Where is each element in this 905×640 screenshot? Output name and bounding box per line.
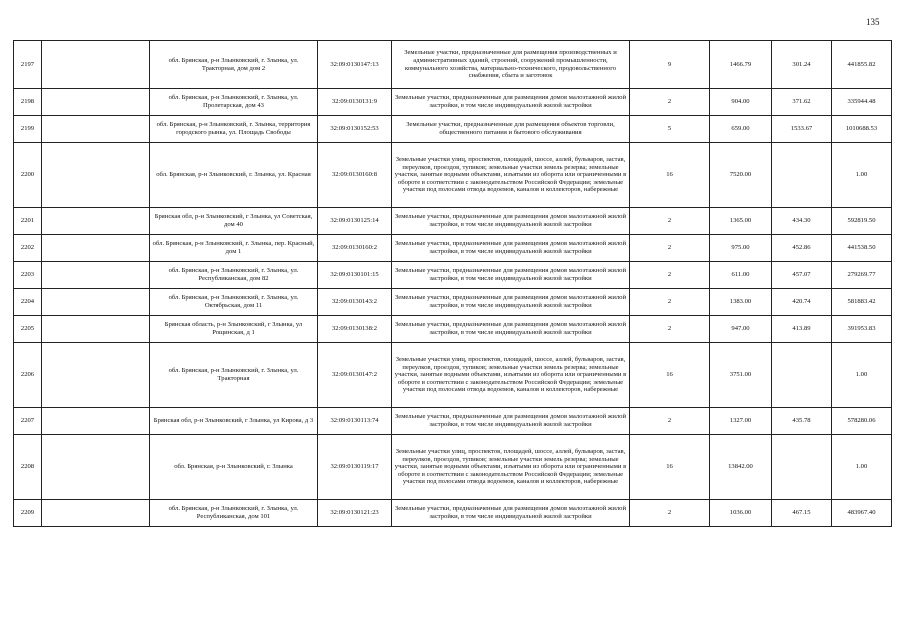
empty-cell [42, 41, 150, 89]
row-number: 2197 [14, 41, 42, 89]
cadastral-number-cell: 32:09:0130143:2 [318, 289, 392, 316]
use-code-cell: 16 [630, 435, 710, 500]
use-code-cell: 2 [630, 316, 710, 343]
table-row [14, 235, 892, 262]
row-number: 2209 [14, 500, 42, 527]
row-number: 2208 [14, 435, 42, 500]
table-row [14, 89, 892, 116]
area-cell: 7520.00 [710, 143, 772, 208]
address-cell: обл. Брянская, р-н Злынковский, г. Злынка, пер. Красный, дом 1 [150, 235, 318, 262]
area-cell: 1036.00 [710, 500, 772, 527]
cadastral-value-cell: 1.00 [832, 143, 892, 208]
table-row [14, 408, 892, 435]
cadastral-value-table [13, 40, 892, 527]
specific-value-cell: 457.07 [772, 262, 832, 289]
land-use-cell: Земельные участки, предназначенные для размещения домов малоэтажной жилой застройки, в том числе индивидуальной жилой застройки [392, 289, 630, 316]
specific-value-cell: 371.62 [772, 89, 832, 116]
row-number: 2203 [14, 262, 42, 289]
cadastral-number-cell: 32:09:0130152:53 [318, 116, 392, 143]
empty-cell [42, 343, 150, 408]
area-cell: 1365.00 [710, 208, 772, 235]
empty-cell [42, 208, 150, 235]
page-number: 135 [866, 17, 880, 27]
table-row [14, 343, 892, 408]
use-code-cell: 16 [630, 143, 710, 208]
cadastral-number-cell: 32:09:0130101:15 [318, 262, 392, 289]
area-cell: 1466.79 [710, 41, 772, 89]
address-cell: обл. Брянская, р-н Злынковский, г. Злынка, ул. Тракторная [150, 343, 318, 408]
cadastral-value-cell: 1.00 [832, 343, 892, 408]
address-cell: обл. Брянская, р-н Злынковский, г. Злынка, ул. Республиканская, дом 82 [150, 262, 318, 289]
cadastral-number-cell: 32:09:0130160:8 [318, 143, 392, 208]
land-use-cell: Земельные участки, предназначенные для размещения домов малоэтажной жилой застройки, в том числе индивидуальной жилой застройки [392, 235, 630, 262]
cadastral-number-cell: 32:09:0130119:17 [318, 435, 392, 500]
table-row [14, 208, 892, 235]
address-cell: обл. Брянская, р-н Злынковский, г. Злынка, ул. Октябрьская, дом 11 [150, 289, 318, 316]
specific-value-cell: 301.24 [772, 41, 832, 89]
land-use-cell: Земельные участки, предназначенные для размещения объектов торговли, общественного питания и бытового обслуживания [392, 116, 630, 143]
row-number: 2202 [14, 235, 42, 262]
row-number: 2201 [14, 208, 42, 235]
area-cell: 1327.00 [710, 408, 772, 435]
empty-cell [42, 408, 150, 435]
table-row [14, 289, 892, 316]
row-number: 2198 [14, 89, 42, 116]
area-cell: 13842.00 [710, 435, 772, 500]
land-use-cell: Земельные участки улиц, проспектов, площадей, шоссе, аллей, бульваров, застав, переулков, проездов, тупиков; земельные участки земель резерва; земельные участки, занятые водными объектами, изъятыми из оборота или ограниченными в обороте в соответствии с законодательством Российской Федерации; земельные участки под полосами отвода водоемов, каналов и коллекторов, набережные [392, 343, 630, 408]
row-number: 2200 [14, 143, 42, 208]
cadastral-number-cell: 32:09:0130160:2 [318, 235, 392, 262]
land-use-cell: Земельные участки улиц, проспектов, площадей, шоссе, аллей, бульваров, застав, переулков, проездов, тупиков; земельные участки земель резерва; земельные участки, занятые водными объектами, изъятыми из оборота или ограниченными в обороте в соответствии с законодательством Российской Федерации; земельные участки под полосами отвода водоемов, каналов и коллекторов, набережные [392, 143, 630, 208]
land-use-cell: Земельные участки, предназначенные для размещения домов малоэтажной жилой застройки, в том числе индивидуальной жилой застройки [392, 262, 630, 289]
use-code-cell: 2 [630, 289, 710, 316]
empty-cell [42, 143, 150, 208]
cadastral-value-cell: 441855.82 [832, 41, 892, 89]
cadastral-number-cell: 32:09:0130131:9 [318, 89, 392, 116]
specific-value-cell: 434.30 [772, 208, 832, 235]
address-cell: обл. Брянская, р-н Злынковский, г. Злынка, ул. Красная [150, 143, 318, 208]
area-cell: 947.00 [710, 316, 772, 343]
specific-value-cell [772, 143, 832, 208]
empty-cell [42, 262, 150, 289]
use-code-cell: 2 [630, 500, 710, 527]
table-row [14, 435, 892, 500]
row-number: 2199 [14, 116, 42, 143]
use-code-cell: 9 [630, 41, 710, 89]
table-row [14, 143, 892, 208]
cadastral-value-cell: 581883.42 [832, 289, 892, 316]
row-number: 2204 [14, 289, 42, 316]
empty-cell [42, 289, 150, 316]
specific-value-cell: 435.78 [772, 408, 832, 435]
table-row [14, 316, 892, 343]
address-cell: обл. Брянская, р-н Злынковский, г. Злынка [150, 435, 318, 500]
specific-value-cell: 452.86 [772, 235, 832, 262]
empty-cell [42, 316, 150, 343]
land-use-cell: Земельные участки улиц, проспектов, площадей, шоссе, аллей, бульваров, застав, переулков, проездов, тупиков; земельные участки земель резерва; земельные участки, занятые водными объектами, изъятыми из оборота или ограниченными в обороте в соответствии с законодательством Российской Федерации; земельные участки под полосами отвода водоемов, каналов и коллекторов, набережные [392, 435, 630, 500]
empty-cell [42, 235, 150, 262]
land-use-cell: Земельные участки, предназначенные для размещения домов малоэтажной жилой застройки, в том числе индивидуальной жилой застройки [392, 89, 630, 116]
cadastral-number-cell: 32:09:0130147:2 [318, 343, 392, 408]
cadastral-number-cell: 32:09:0130138:2 [318, 316, 392, 343]
area-cell: 3751.00 [710, 343, 772, 408]
specific-value-cell [772, 343, 832, 408]
land-use-cell: Земельные участки, предназначенные для размещения производственных и административных зданий, строений, сооружений промышленности, коммунального хозяйства, материально-технического, продовольственного снабжения, сбыта и заготовок [392, 41, 630, 89]
specific-value-cell: 420.74 [772, 289, 832, 316]
address-cell: Брянская обл, р-н Злынковский, г Злынка, ул Советская, дом 40 [150, 208, 318, 235]
cadastral-value-cell: 279269.77 [832, 262, 892, 289]
use-code-cell: 2 [630, 235, 710, 262]
cadastral-value-cell: 441538.50 [832, 235, 892, 262]
cadastral-value-cell: 1010688.53 [832, 116, 892, 143]
row-number: 2206 [14, 343, 42, 408]
specific-value-cell [772, 435, 832, 500]
address-cell: обл. Брянская, р-н Злынковский, г. Злынка, ул. Пролетарская, дом 43 [150, 89, 318, 116]
specific-value-cell: 413.89 [772, 316, 832, 343]
land-use-cell: Земельные участки, предназначенные для размещения домов малоэтажной жилой застройки, в том числе индивидуальной жилой застройки [392, 208, 630, 235]
land-use-cell: Земельные участки, предназначенные для размещения домов малоэтажной жилой застройки, в том числе индивидуальной жилой застройки [392, 408, 630, 435]
area-cell: 975.00 [710, 235, 772, 262]
table-row [14, 41, 892, 89]
address-cell: Брянская обл, р-н Злынковский, г Злынка, ул Кирова, д 3 [150, 408, 318, 435]
cadastral-number-cell: 32:09:0130113:74 [318, 408, 392, 435]
specific-value-cell: 1533.67 [772, 116, 832, 143]
empty-cell [42, 500, 150, 527]
specific-value-cell: 467.15 [772, 500, 832, 527]
empty-cell [42, 89, 150, 116]
table-row [14, 262, 892, 289]
cadastral-value-cell: 592819.50 [832, 208, 892, 235]
address-cell: обл. Брянская, р-н Злынковский, г. Злынка, ул. Республиканская, дом 101 [150, 500, 318, 527]
use-code-cell: 2 [630, 89, 710, 116]
land-use-cell: Земельные участки, предназначенные для размещения домов малоэтажной жилой застройки, в том числе индивидуальной жилой застройки [392, 316, 630, 343]
use-code-cell: 2 [630, 208, 710, 235]
address-cell: Брянская область, р-н Злынковский, г Злынка, ул Рощинская, д 1 [150, 316, 318, 343]
cadastral-value-cell: 1.00 [832, 435, 892, 500]
table-row [14, 500, 892, 527]
address-cell: обл. Брянская, р-н Злынковский, г. Злынка, ул. Тракторная, дом дом 2 [150, 41, 318, 89]
use-code-cell: 2 [630, 408, 710, 435]
empty-cell [42, 435, 150, 500]
use-code-cell: 5 [630, 116, 710, 143]
cadastral-value-cell: 578280.06 [832, 408, 892, 435]
use-code-cell: 2 [630, 262, 710, 289]
row-number: 2207 [14, 408, 42, 435]
area-cell: 611.00 [710, 262, 772, 289]
use-code-cell: 16 [630, 343, 710, 408]
area-cell: 1383.00 [710, 289, 772, 316]
cadastral-number-cell: 32:09:0130125:14 [318, 208, 392, 235]
land-use-cell: Земельные участки, предназначенные для размещения домов малоэтажной жилой застройки, в том числе индивидуальной жилой застройки [392, 500, 630, 527]
cadastral-number-cell: 32:09:0130121:23 [318, 500, 392, 527]
row-number: 2205 [14, 316, 42, 343]
area-cell: 659.00 [710, 116, 772, 143]
area-cell: 904.00 [710, 89, 772, 116]
cadastral-value-cell: 391953.83 [832, 316, 892, 343]
table-row [14, 116, 892, 143]
cadastral-number-cell: 32:09:0130147:13 [318, 41, 392, 89]
address-cell: обл. Брянская, р-н Злынковский, г. Злынка, территория городского рынка, ул. Площадь Свободы [150, 116, 318, 143]
cadastral-value-cell: 483967.40 [832, 500, 892, 527]
empty-cell [42, 116, 150, 143]
cadastral-value-cell: 335944.48 [832, 89, 892, 116]
